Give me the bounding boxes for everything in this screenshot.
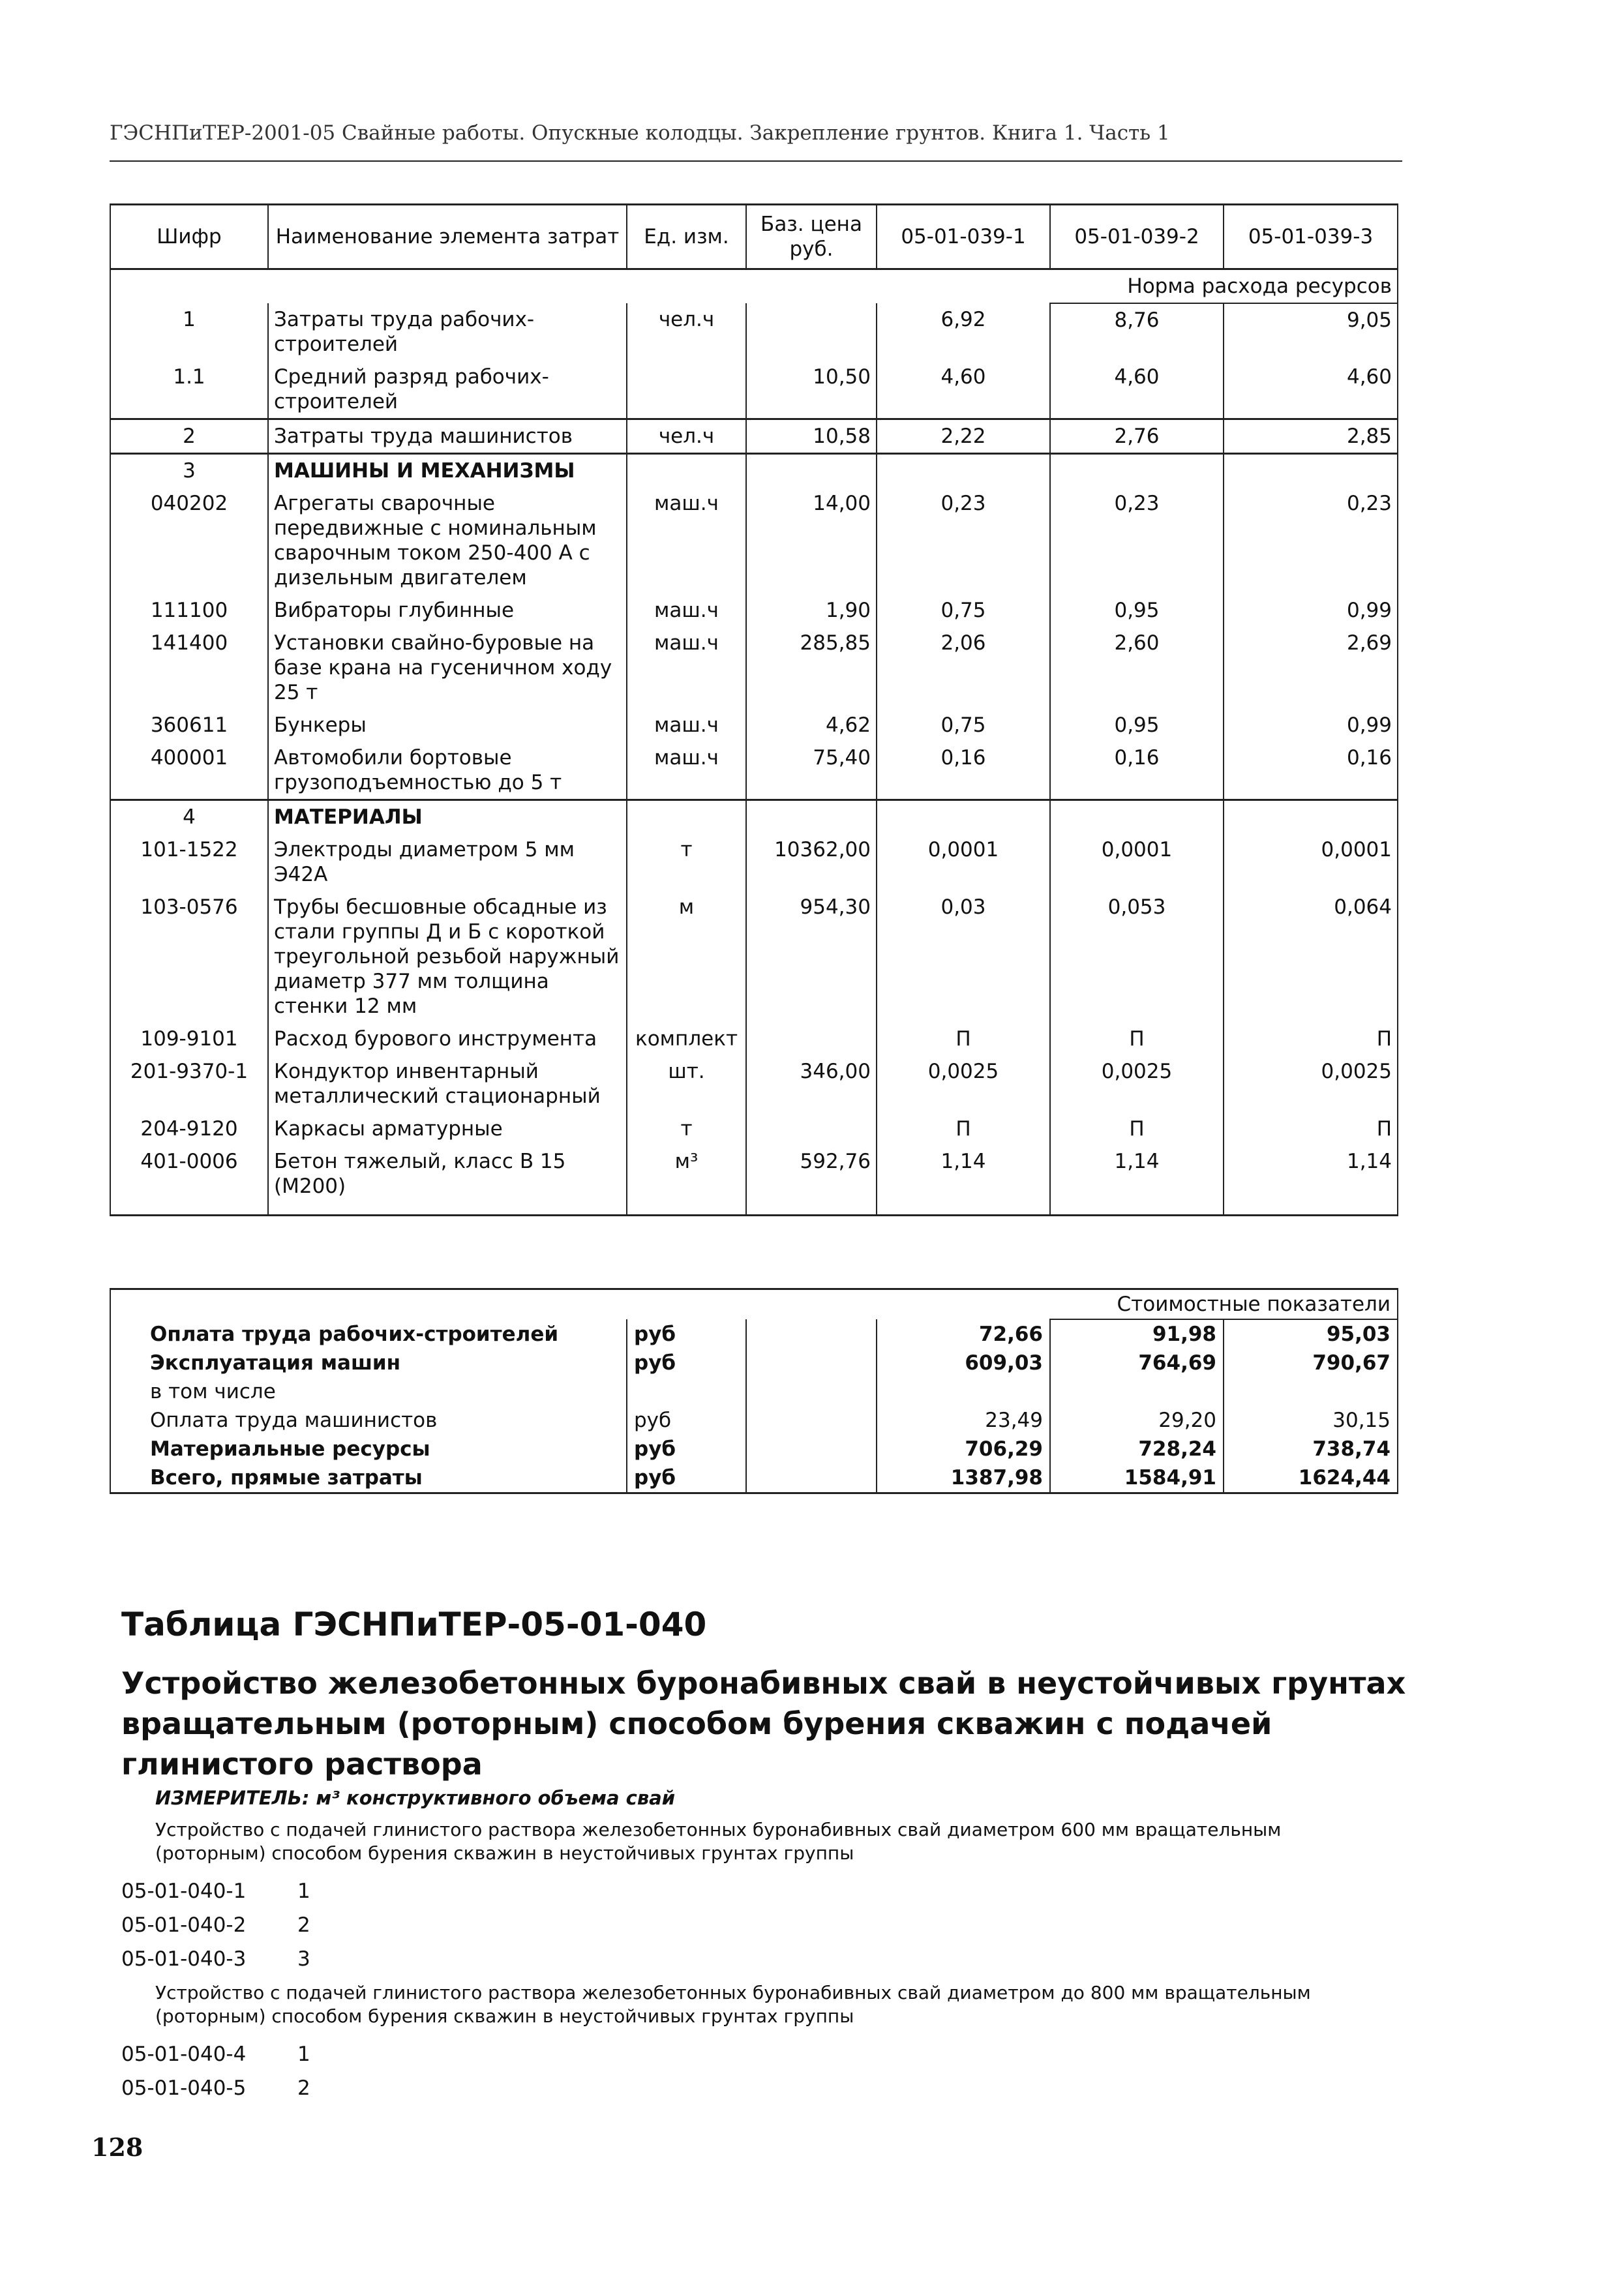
row-unit: м	[627, 891, 746, 1023]
row-name: Средний разряд рабочих-строителей	[268, 361, 627, 419]
cost-row	[110, 1463, 1398, 1493]
cost-value-3	[1224, 1377, 1398, 1406]
code-list-group-number: 1	[297, 2043, 310, 2066]
cost-row	[110, 1319, 1398, 1349]
cost-value-1	[877, 1377, 1050, 1406]
row-code: 141400	[110, 627, 268, 709]
row-name: Каркасы арматурные	[268, 1113, 627, 1145]
row-value-3: 0,99	[1224, 709, 1398, 741]
cost-value-2: 91,98	[1050, 1319, 1224, 1349]
table-row	[110, 1023, 1398, 1055]
page-number: 128	[91, 2133, 143, 2162]
code-list-group-number: 2	[297, 1913, 310, 1937]
table-row	[110, 303, 1398, 361]
row-value-2	[1050, 800, 1224, 834]
row-unit: маш.ч	[627, 594, 746, 627]
row-name: Трубы бесшовные обсадные из стали группы Д и Б с короткой треугольной резьбой наружный диаметр 377 мм толщина стенки 12 мм	[268, 891, 627, 1023]
row-value-3: 0,0001	[1224, 833, 1398, 891]
row-unit: м³	[627, 1145, 746, 1216]
cost-value-2: 1584,91	[1050, 1463, 1224, 1493]
row-value-3: 1,14	[1224, 1145, 1398, 1216]
row-value-1: 1,14	[877, 1145, 1050, 1216]
cost-unit: руб	[627, 1319, 746, 1349]
row-name: Затраты труда машинистов	[268, 419, 627, 454]
row-unit: маш.ч	[627, 741, 746, 800]
row-value-3	[1224, 800, 1398, 834]
col-header-variant-3: 05-01-039-3	[1224, 205, 1398, 269]
cost-label: Эксплуатация машин	[110, 1349, 627, 1377]
table-row	[110, 833, 1398, 891]
row-code: 401-0006	[110, 1145, 268, 1216]
table-row	[110, 1145, 1398, 1216]
table-row	[110, 709, 1398, 741]
row-value-2: 2,60	[1050, 627, 1224, 709]
row-value-1: 0,23	[877, 487, 1050, 594]
row-code: 360611	[110, 709, 268, 741]
description-group-1: Устройство с подачей глинистого раствора железобетонных буронабивных свай диаметром 600 мм вращательным (роторным) способом бурения скважин в неустойчивых грунтах группы	[155, 1819, 1282, 1864]
row-name: Автомобили бортовые грузоподъемностью до 5 т	[268, 741, 627, 800]
row-price: 10362,00	[746, 833, 877, 891]
col-header-code: Шифр	[110, 205, 268, 269]
cost-unit	[627, 1377, 746, 1406]
code-list-item	[121, 1879, 310, 1903]
row-value-2: 0,23	[1050, 487, 1224, 594]
cost-price-empty	[746, 1319, 877, 1349]
row-name: Затраты труда рабочих-строителей	[268, 303, 627, 361]
row-price	[746, 1113, 877, 1145]
table-row	[110, 627, 1398, 709]
table-header-row	[110, 205, 1398, 269]
row-unit: шт.	[627, 1055, 746, 1113]
row-name: Установки свайно-буровые на базе крана на гусеничном ходу 25 т	[268, 627, 627, 709]
cost-value-2: 764,69	[1050, 1349, 1224, 1377]
section-heading: Устройство железобетонных буронабивных свай в неустойчивых грунтах вращательным (роторным) способом бурения скважин с подачей глинистого раствора	[121, 1666, 1406, 1782]
row-value-3: П	[1224, 1113, 1398, 1145]
row-unit: комплект	[627, 1023, 746, 1055]
row-value-1: 0,75	[877, 594, 1050, 627]
table-row	[110, 1055, 1398, 1113]
cost-caption-row	[110, 1289, 1398, 1320]
row-code: 040202	[110, 487, 268, 594]
table-row	[110, 454, 1398, 488]
row-price	[746, 303, 877, 361]
row-price: 346,00	[746, 1055, 877, 1113]
cost-value-3: 30,15	[1224, 1406, 1398, 1435]
row-unit: маш.ч	[627, 487, 746, 594]
row-unit	[627, 361, 746, 419]
cost-unit: руб	[627, 1406, 746, 1435]
cost-value-1: 72,66	[877, 1319, 1050, 1349]
header-rule	[110, 160, 1402, 162]
cost-value-3: 95,03	[1224, 1319, 1398, 1349]
cost-label: в том числе	[110, 1377, 627, 1406]
cost-price-empty	[746, 1435, 877, 1463]
code-list-code: 05-01-040-2	[121, 1913, 247, 1937]
description-group-2: Устройство с подачей глинистого раствора железобетонных буронабивных свай диаметром до 800 мм вращательным (роторным) способом бурения скважин в неустойчивых грунтах группы	[155, 1982, 1311, 2027]
row-name: Кондуктор инвентарный металлический стационарный	[268, 1055, 627, 1113]
row-value-3: 9,05	[1224, 303, 1398, 361]
row-unit: маш.ч	[627, 627, 746, 709]
row-code: 111100	[110, 594, 268, 627]
cost-label: Всего, прямые затраты	[110, 1463, 627, 1493]
row-value-2: 0,95	[1050, 594, 1224, 627]
row-value-2: 4,60	[1050, 361, 1224, 419]
row-name: Бункеры	[268, 709, 627, 741]
row-price	[746, 800, 877, 834]
row-value-2: 0,0025	[1050, 1055, 1224, 1113]
row-value-1: 0,0025	[877, 1055, 1050, 1113]
cost-price-empty	[746, 1463, 877, 1493]
row-value-1	[877, 454, 1050, 488]
cost-indicators-table	[110, 1288, 1398, 1494]
cost-caption: Стоимостные показатели	[1050, 1289, 1398, 1320]
code-list-code: 05-01-040-5	[121, 2076, 247, 2100]
cost-value-3: 790,67	[1224, 1349, 1398, 1377]
cost-unit: руб	[627, 1435, 746, 1463]
table-row	[110, 419, 1398, 454]
row-value-2: 1,14	[1050, 1145, 1224, 1216]
code-list-code: 05-01-040-1	[121, 1879, 247, 1903]
row-value-1	[877, 800, 1050, 834]
row-code: 4	[110, 800, 268, 834]
row-value-2: 0,95	[1050, 709, 1224, 741]
norm-caption: Норма расхода ресурсов	[1050, 269, 1398, 304]
cost-value-3: 738,74	[1224, 1435, 1398, 1463]
code-list-code: 05-01-040-3	[121, 1947, 247, 1971]
row-value-3: 0,0025	[1224, 1055, 1398, 1113]
row-price	[746, 454, 877, 488]
row-code: 1.1	[110, 361, 268, 419]
row-value-1: 0,75	[877, 709, 1050, 741]
row-price	[746, 1023, 877, 1055]
row-price: 954,30	[746, 891, 877, 1023]
cost-price-empty	[746, 1377, 877, 1406]
norm-caption-row	[110, 269, 1398, 304]
table-row	[110, 361, 1398, 419]
row-value-1: 0,0001	[877, 833, 1050, 891]
row-value-1: 6,92	[877, 303, 1050, 361]
cost-value-2	[1050, 1377, 1224, 1406]
cost-row	[110, 1349, 1398, 1377]
row-code: 204-9120	[110, 1113, 268, 1145]
row-code: 400001	[110, 741, 268, 800]
cost-row	[110, 1377, 1398, 1406]
row-price: 592,76	[746, 1145, 877, 1216]
cost-value-3: 1624,44	[1224, 1463, 1398, 1493]
row-code: 201-9370-1	[110, 1055, 268, 1113]
row-price: 14,00	[746, 487, 877, 594]
row-value-2: 0,16	[1050, 741, 1224, 800]
row-unit: чел.ч	[627, 419, 746, 454]
col-header-variant-1: 05-01-039-1	[877, 205, 1050, 269]
resource-norms-table	[110, 203, 1398, 1216]
row-price: 75,40	[746, 741, 877, 800]
row-value-1: 0,03	[877, 891, 1050, 1023]
row-value-2: 0,053	[1050, 891, 1224, 1023]
code-list-code: 05-01-040-4	[121, 2043, 247, 2066]
row-value-2	[1050, 454, 1224, 488]
row-value-1: П	[877, 1023, 1050, 1055]
code-list-group-number: 3	[297, 1947, 310, 1971]
code-list-item	[121, 2076, 310, 2100]
row-value-1: 0,16	[877, 741, 1050, 800]
cost-unit: руб	[627, 1349, 746, 1377]
code-list-item	[121, 1947, 310, 1971]
col-header-unit: Ед. изм.	[627, 205, 746, 269]
cost-value-1: 706,29	[877, 1435, 1050, 1463]
table-title: Таблица ГЭСНПиТЕР-05-01-040	[121, 1606, 707, 1643]
row-value-3: 2,69	[1224, 627, 1398, 709]
row-code: 109-9101	[110, 1023, 268, 1055]
table-row	[110, 800, 1398, 834]
row-value-3: 0,99	[1224, 594, 1398, 627]
row-unit: маш.ч	[627, 709, 746, 741]
row-value-2: 8,76	[1050, 303, 1224, 361]
row-unit: т	[627, 833, 746, 891]
row-value-2: 2,76	[1050, 419, 1224, 454]
row-value-1: 2,06	[877, 627, 1050, 709]
cost-label: Оплата труда рабочих-строителей	[110, 1319, 627, 1349]
cost-value-2: 728,24	[1050, 1435, 1224, 1463]
row-code: 101-1522	[110, 833, 268, 891]
cost-row	[110, 1406, 1398, 1435]
row-price: 10,58	[746, 419, 877, 454]
cost-value-1: 23,49	[877, 1406, 1050, 1435]
table-row	[110, 741, 1398, 800]
row-name: Агрегаты сварочные передвижные с номинальным сварочным током 250-400 А с дизельным двигателем	[268, 487, 627, 594]
row-value-3	[1224, 454, 1398, 488]
row-value-2: П	[1050, 1023, 1224, 1055]
row-name: Бетон тяжелый, класс В 15 (М200)	[268, 1145, 627, 1216]
row-unit	[627, 454, 746, 488]
cost-price-empty	[746, 1406, 877, 1435]
row-unit: т	[627, 1113, 746, 1145]
measure-unit: ИЗМЕРИТЕЛЬ: м³ конструктивного объема свай	[155, 1787, 676, 1809]
row-code: 3	[110, 454, 268, 488]
row-price: 4,62	[746, 709, 877, 741]
row-value-3: 2,85	[1224, 419, 1398, 454]
col-header-name: Наименование элемента затрат	[268, 205, 627, 269]
row-code: 1	[110, 303, 268, 361]
row-value-3: 0,064	[1224, 891, 1398, 1023]
row-price: 10,50	[746, 361, 877, 419]
row-unit: чел.ч	[627, 303, 746, 361]
code-list-item	[121, 1913, 310, 1937]
row-value-3: 0,16	[1224, 741, 1398, 800]
row-value-1: 4,60	[877, 361, 1050, 419]
row-value-3: 4,60	[1224, 361, 1398, 419]
row-price: 1,90	[746, 594, 877, 627]
table-row	[110, 594, 1398, 627]
cost-value-2: 29,20	[1050, 1406, 1224, 1435]
row-code: 2	[110, 419, 268, 454]
row-value-1: П	[877, 1113, 1050, 1145]
row-name: МАШИНЫ И МЕХАНИЗМЫ	[268, 454, 627, 488]
row-code: 103-0576	[110, 891, 268, 1023]
code-list-group-number: 1	[297, 1879, 310, 1903]
code-list-item	[121, 2043, 310, 2066]
row-name: МАТЕРИАЛЫ	[268, 800, 627, 834]
table-row	[110, 891, 1398, 1023]
row-value-2: П	[1050, 1113, 1224, 1145]
row-unit	[627, 800, 746, 834]
cost-price-empty	[746, 1349, 877, 1377]
row-value-3: 0,23	[1224, 487, 1398, 594]
table-row	[110, 487, 1398, 594]
col-header-variant-2: 05-01-039-2	[1050, 205, 1224, 269]
row-name: Расход бурового инструмента	[268, 1023, 627, 1055]
cost-value-1: 1387,98	[877, 1463, 1050, 1493]
row-value-1: 2,22	[877, 419, 1050, 454]
cost-label: Оплата труда машинистов	[110, 1406, 627, 1435]
cost-value-1: 609,03	[877, 1349, 1050, 1377]
cost-label: Материальные ресурсы	[110, 1435, 627, 1463]
row-value-2: 0,0001	[1050, 833, 1224, 891]
cost-row	[110, 1435, 1398, 1463]
row-price: 285,85	[746, 627, 877, 709]
table-row	[110, 1113, 1398, 1145]
row-name: Электроды диаметром 5 мм Э42А	[268, 833, 627, 891]
cost-unit: руб	[627, 1463, 746, 1493]
row-value-3: П	[1224, 1023, 1398, 1055]
row-name: Вибраторы глубинные	[268, 594, 627, 627]
col-header-price: Баз. цена руб.	[746, 205, 877, 269]
code-list-group-number: 2	[297, 2076, 310, 2100]
running-header: ГЭСНПиТЕР-2001-05 Свайные работы. Опускные колодцы. Закрепление грунтов. Книга 1. Часть 1	[110, 121, 1170, 145]
